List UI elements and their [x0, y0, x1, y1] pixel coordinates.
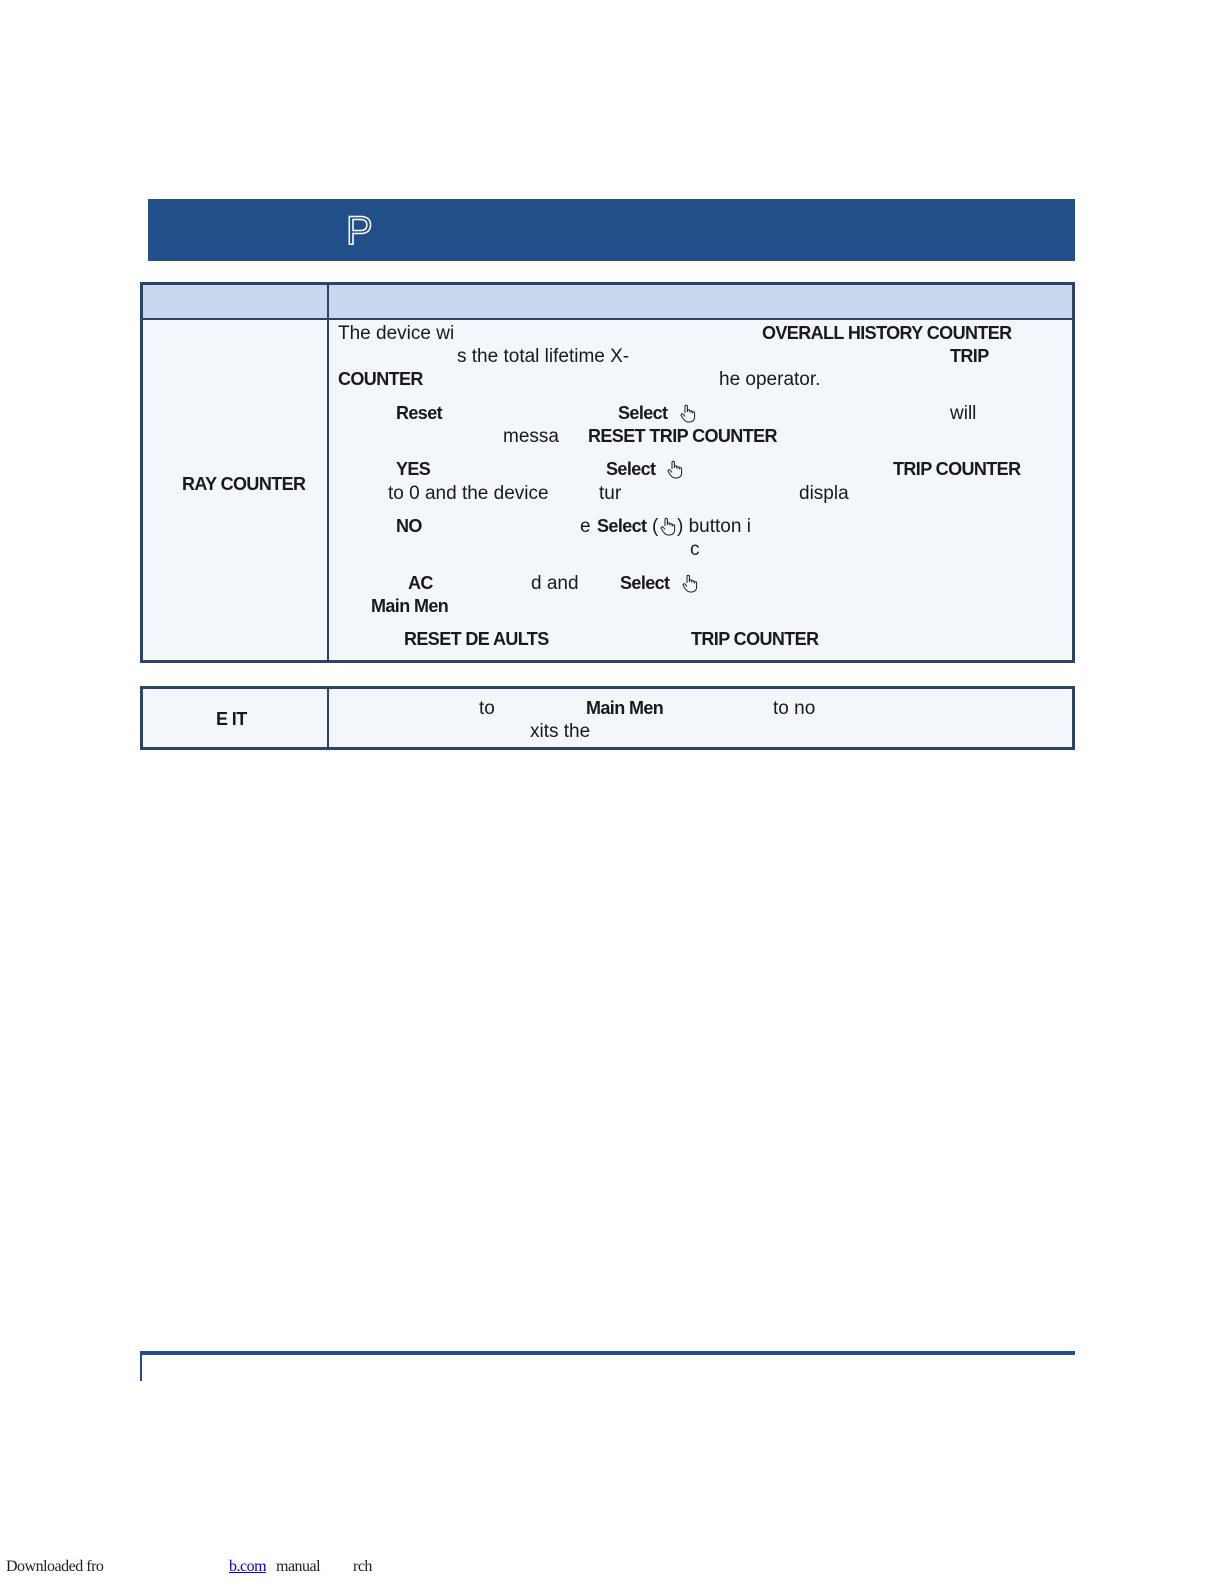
- desc-text: xits the: [530, 721, 591, 742]
- desc-bold: TRIP COUNTER: [691, 629, 819, 649]
- desc-bold: OVERALL HISTORY COUNTER: [762, 323, 1012, 343]
- desc-bold: NO: [396, 516, 422, 536]
- hand-pointer-icon: [667, 460, 683, 479]
- desc-text: e: [580, 516, 591, 537]
- desc-bold: TRIP: [950, 346, 989, 366]
- desc-text: to no: [773, 698, 816, 719]
- table-header-row: [143, 285, 1072, 320]
- desc-text: (: [652, 516, 659, 537]
- download-note-mid: manual: [276, 1558, 321, 1575]
- counter-table: [140, 282, 1075, 663]
- desc-bold: YES: [396, 459, 431, 479]
- row-label-exit: E IT: [216, 709, 247, 729]
- hand-pointer-icon: [680, 404, 696, 423]
- desc-bold: Select: [620, 573, 670, 593]
- desc-text: will: [950, 403, 977, 424]
- desc-text: The device wi: [338, 323, 455, 344]
- desc-bold: Select: [618, 403, 668, 423]
- row-label-counter: RAY COUNTER: [182, 474, 306, 494]
- desc-bold: TRIP COUNTER: [893, 459, 1021, 479]
- desc-bold: Select: [606, 459, 656, 479]
- hand-pointer-icon: [660, 517, 676, 536]
- desc-bold: Main Men: [586, 698, 664, 718]
- desc-text: displa: [799, 483, 849, 504]
- desc-text: d and: [531, 573, 579, 594]
- column-divider: [327, 285, 329, 660]
- footer-rule-tick: [140, 1351, 142, 1381]
- download-note-link[interactable]: [127, 1558, 266, 1576]
- desc-text: tur: [599, 483, 622, 504]
- hand-pointer-icon: [682, 574, 698, 593]
- desc-bold: Main Men: [371, 596, 449, 616]
- desc-text: messa: [503, 426, 559, 447]
- desc-bold: Select: [597, 516, 647, 536]
- section-banner: [148, 199, 1075, 261]
- desc-text: to 0 and the device: [388, 483, 549, 504]
- download-note-suffix: rch: [353, 1558, 372, 1575]
- desc-text: to: [479, 698, 495, 719]
- source-link[interactable]: b.com: [229, 1558, 267, 1575]
- desc-text: s the total lifetime X-: [457, 346, 630, 367]
- banner-title-letter: P: [346, 209, 373, 253]
- desc-bold: COUNTER: [338, 369, 423, 389]
- desc-text: c: [690, 539, 700, 560]
- desc-bold: Reset: [396, 403, 443, 423]
- desc-text: he operator.: [719, 369, 821, 390]
- desc-bold: AC: [408, 573, 433, 593]
- column-divider: [327, 689, 329, 747]
- desc-text: ) button i: [677, 516, 751, 537]
- download-note-prefix: Downloaded fro: [6, 1558, 104, 1575]
- exit-table: [140, 686, 1075, 750]
- desc-bold: RESET TRIP COUNTER: [588, 426, 777, 446]
- footer-rule: [140, 1351, 1075, 1355]
- desc-bold: RESET DE AULTS: [404, 629, 549, 649]
